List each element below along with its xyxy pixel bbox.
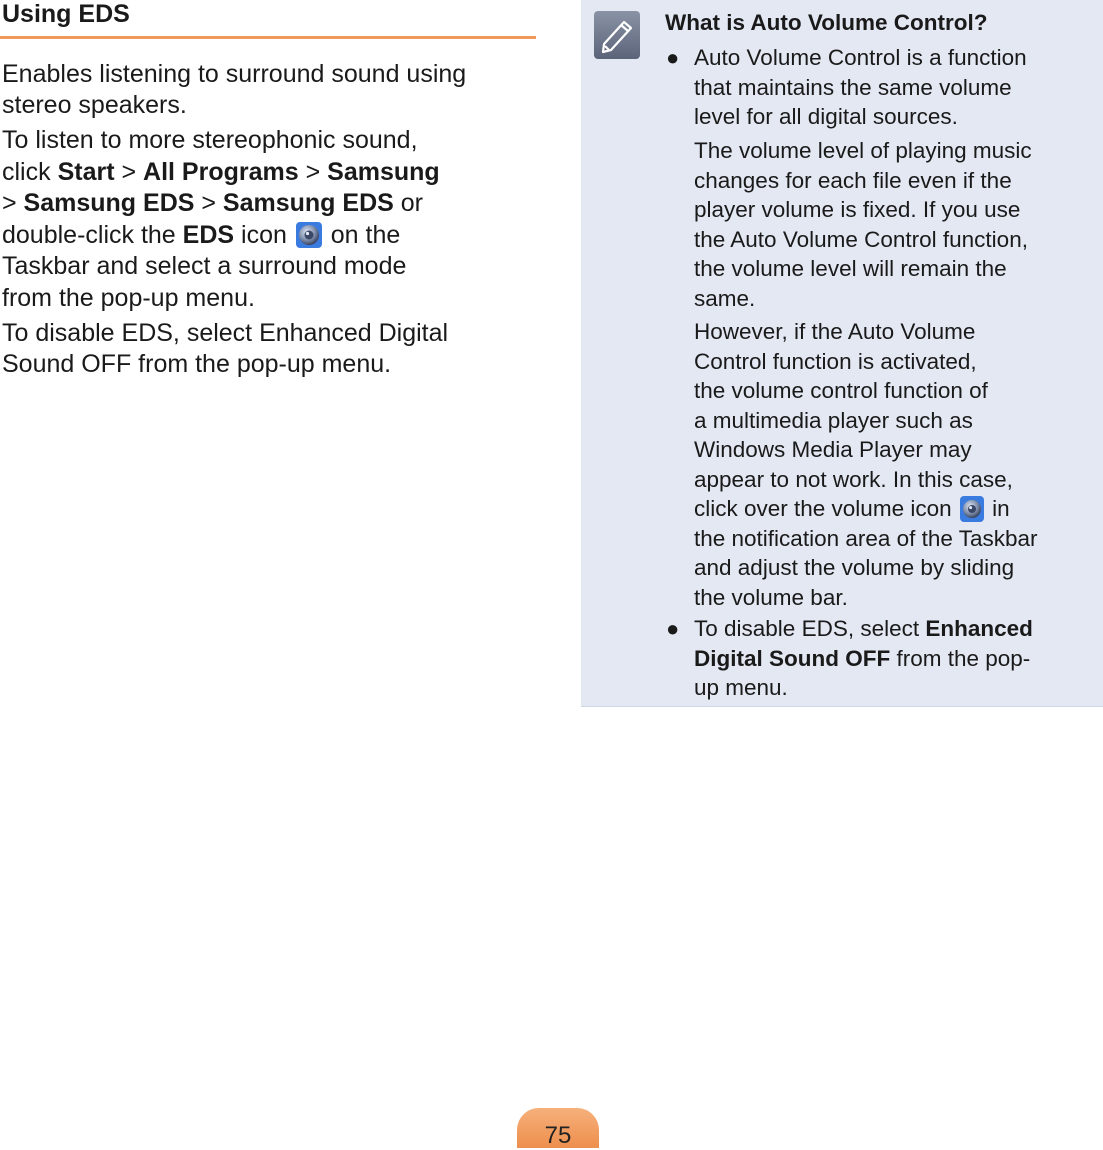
page-number: 75 (544, 1122, 572, 1149)
page-number-tab (517, 1108, 599, 1148)
note-line: Windows Media Player may (694, 437, 972, 462)
menu-all-programs: All Programs (143, 158, 299, 186)
intro-line-2: stereo speakers. (2, 91, 187, 119)
steps-line-5: Taskbar and select a surround mode (2, 252, 407, 280)
eds-label: EDS (182, 221, 235, 249)
note-line: The volume level of playing music (694, 138, 1032, 163)
note-title: What is Auto Volume Control? (665, 10, 988, 35)
steps-line-1: To listen to more stereophonic sound, (2, 126, 418, 154)
heading-divider (0, 36, 536, 39)
note-line: that maintains the same volume (694, 74, 1012, 100)
note-line: a multimedia player such as (694, 407, 973, 433)
note-line-volume-icon: click over the volume icon in (694, 496, 1010, 521)
bullet-dot-2: ● (666, 616, 680, 641)
note-line: same. (694, 285, 756, 311)
menu-samsung-eds: Samsung EDS (23, 189, 195, 217)
note-line: and adjust the volume by sliding (694, 555, 1015, 580)
menu-samsung-eds-app: Samsung EDS (222, 189, 394, 217)
note-line: the volume bar. (694, 584, 848, 610)
disable-line-1: To disable EDS, select Enhanced Digital (2, 319, 449, 347)
disable-line-2: Sound OFF from the pop-up menu. (2, 350, 392, 378)
bullet-dot-1: ● (666, 45, 680, 70)
note-line: the volume control function of (694, 378, 988, 403)
intro-line-1: Enables listening to surround sound using (2, 60, 467, 88)
note-line: Control function is activated, (694, 348, 977, 374)
section-heading: Using EDS (2, 0, 130, 28)
steps-line-4: double-click the EDS icon on the (2, 221, 401, 249)
steps-line-2: click Start > All Programs > Samsung (2, 158, 440, 186)
note-line: the notification area of the Taskbar (694, 525, 1038, 551)
note-line: player volume is fixed. If you use (694, 197, 1021, 222)
steps-line-6: from the pop-up menu. (2, 284, 255, 312)
note-line: the Auto Volume Control function, (694, 226, 1028, 252)
note-line: Auto Volume Control is a function (694, 45, 1027, 70)
note-line: To disable EDS, select Enhanced (694, 616, 1033, 641)
menu-start: Start (57, 158, 115, 186)
menu-samsung: Samsung (327, 158, 440, 186)
note-line: changes for each file even if the (694, 167, 1012, 193)
note-line: level for all digital sources. (694, 104, 958, 129)
eds-speaker-icon (296, 222, 322, 248)
steps-line-3: > Samsung EDS > Samsung EDS or (2, 189, 423, 217)
note-line: However, if the Auto Volume (694, 319, 976, 344)
note-line: up menu. (694, 675, 788, 700)
note-line: appear to not work. In this case, (694, 466, 1013, 492)
note-box (581, 0, 1103, 707)
volume-icon (960, 496, 984, 522)
note-line: the volume level will remain the (694, 256, 1007, 281)
note-line: Digital Sound OFF from the pop- (694, 645, 1031, 671)
pencil-note-icon (593, 10, 641, 60)
